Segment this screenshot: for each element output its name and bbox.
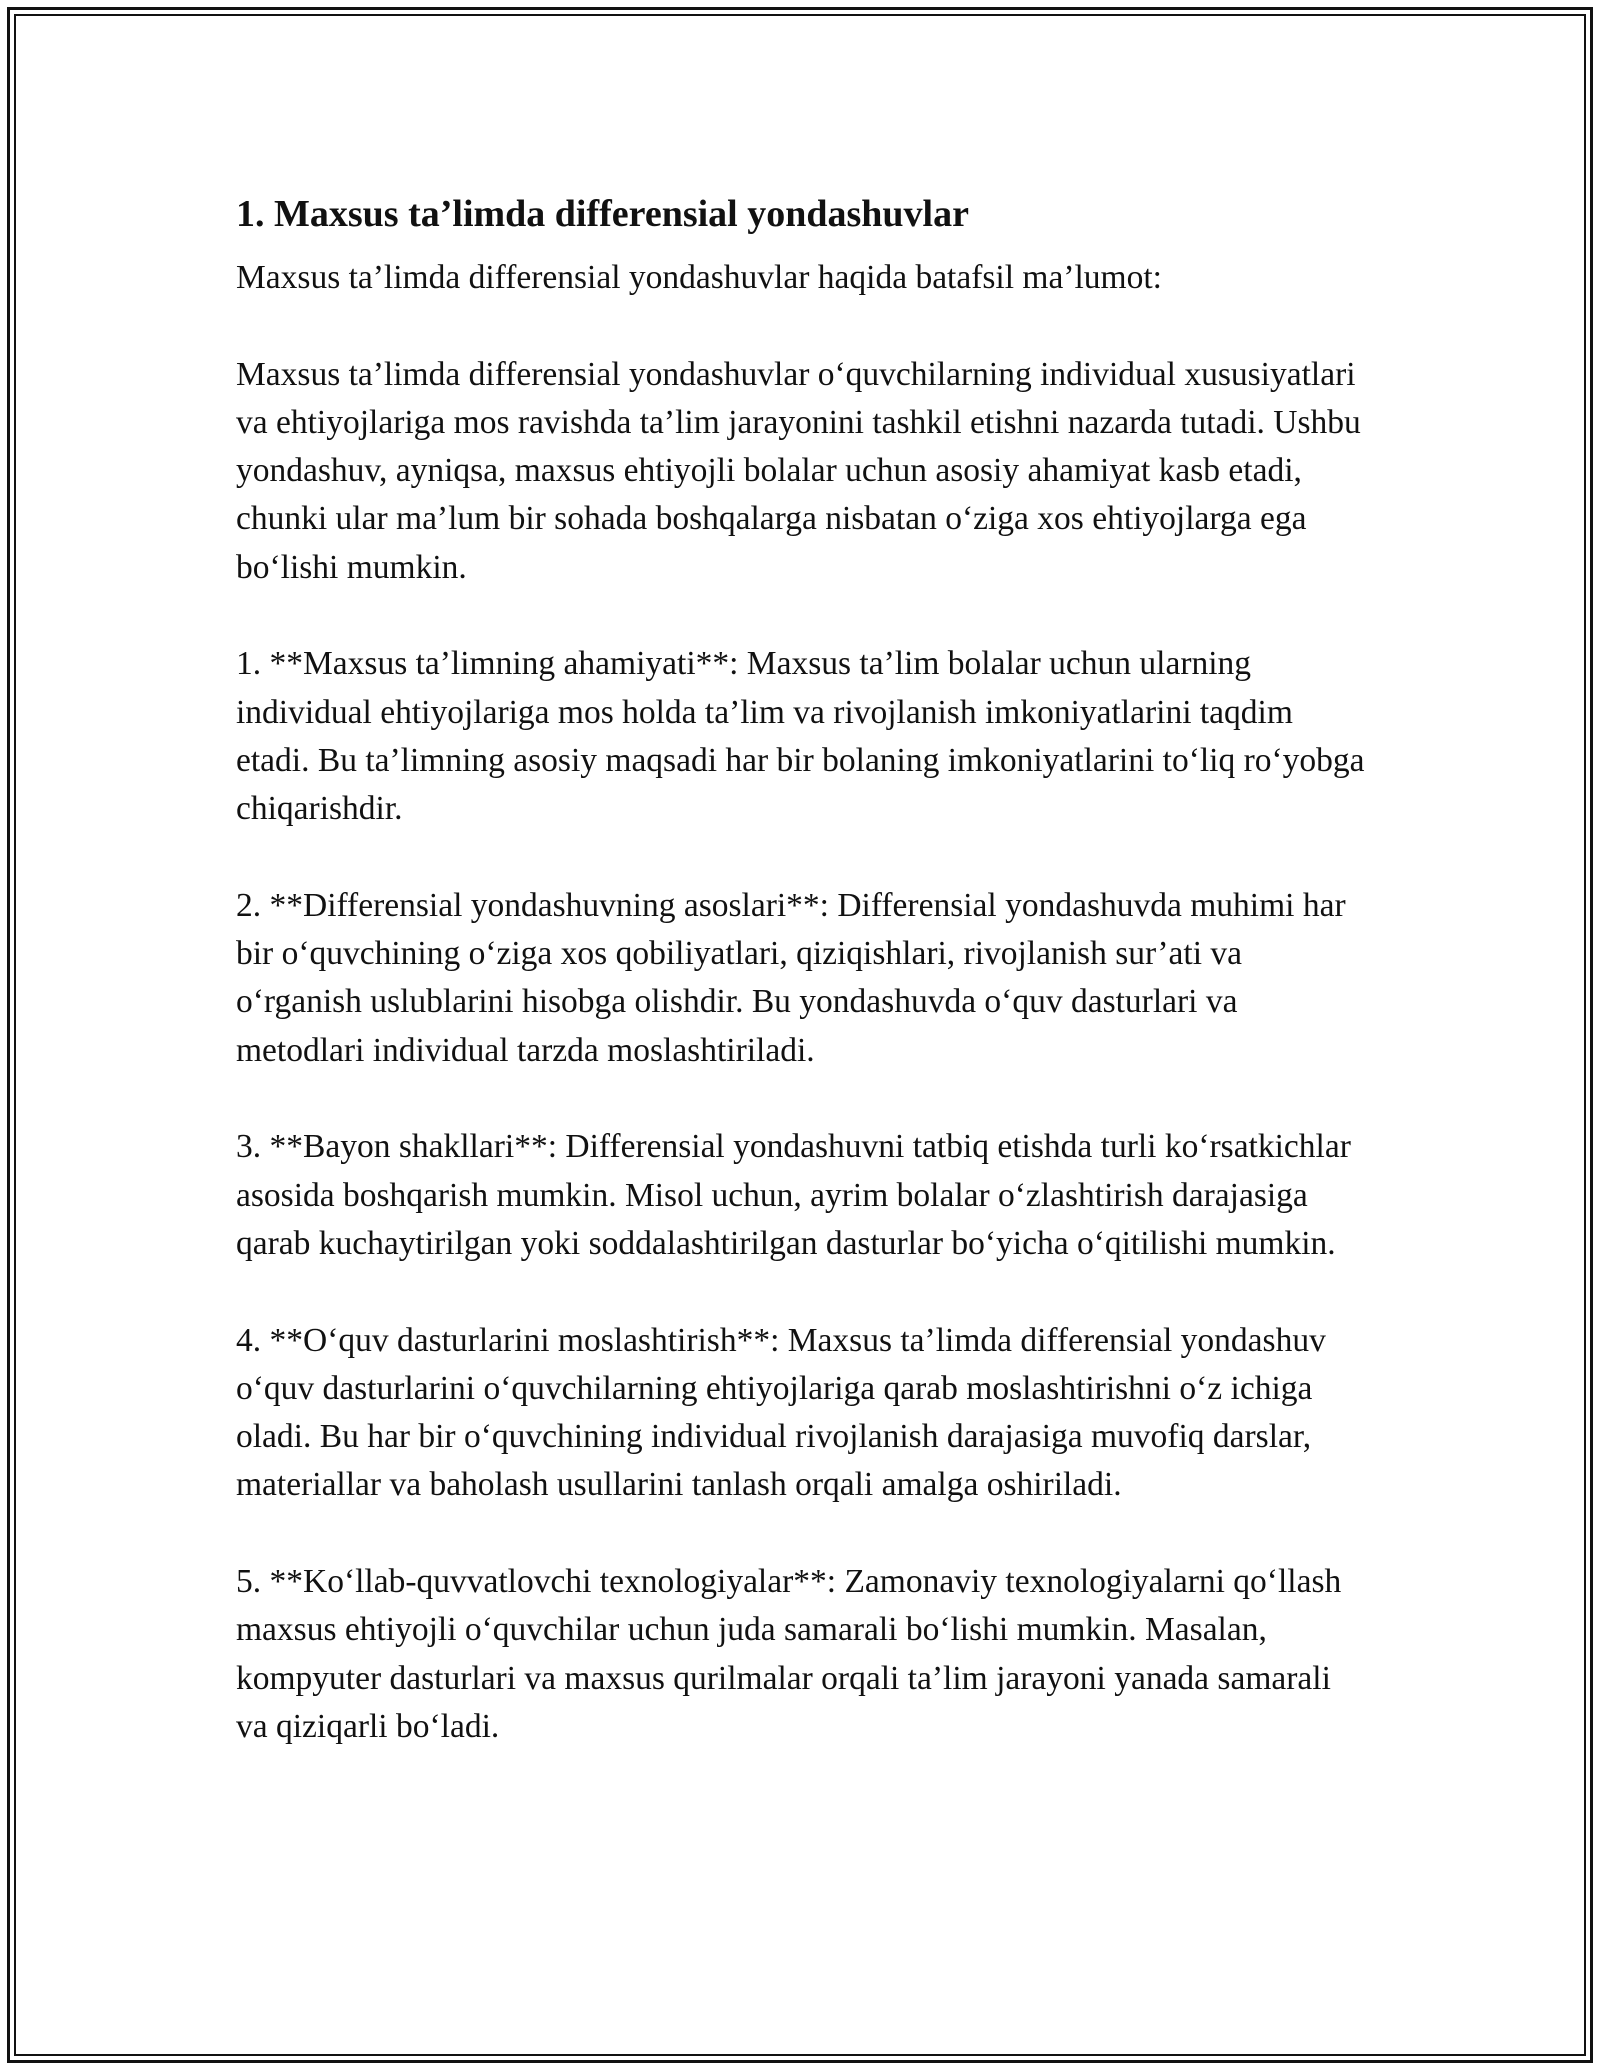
point-2-paragraph: 2. **Differensial yondashuvning asoslari**: Differensial yondashuvda muhimi har bir o‘quvchining o‘ziga xos qobiliyatlari, qiziqishlari, rivojlanish sur’ati va o‘rganish uslublarini hisobga olishdir. Bu yondashuvda o‘quv dasturlari va metodlari individual tarzda moslashtiriladi. [236, 886, 1346, 1069]
document-body [236, 186, 1366, 1751]
overview-paragraph: Maxsus ta’limda differensial yondashuvlar o‘quvchilarning individual xususiyatlari va ehtiyojlariga mos ravishda ta’lim jarayonini tashkil etishni nazarda tutadi. Ushbu yondashuv, ayniqsa, maxsus ehtiyojli bolalar uchun asosiy ahamiyat kasb etadi, chunki ular ma’lum bir sohada boshqalarga nisbatan o‘ziga xos ehtiyojlarga ega bo‘lishi mumkin. [236, 355, 1361, 586]
point-1-paragraph: 1. **Maxsus ta’limning ahamiyati**: Maxsus ta’lim bolalar uchun ularning individual ehtiyojlariga mos holda ta’lim va rivojlanish imkoniyatlarini taqdim etadi. Bu ta’limning asosiy maqsadi har bir bolaning imkoniyatlarini to‘liq ro‘yobga chiqarishdir. [236, 645, 1365, 828]
section-heading: 1. Maxsus ta’limda differensial yondashuvlar [236, 193, 969, 235]
intro-paragraph: Maxsus ta’limda differensial yondashuvlar haqida batafsil ma’lumot: [236, 259, 1162, 296]
point-3-paragraph: 3. **Bayon shakllari**: Differensial yondashuvni tatbiq etishda turli ko‘rsatkichlar asosida boshqarish mumkin. Misol uchun, ayrim bolalar o‘zlashtirish darajasiga qarab kuchaytirilgan yoki soddalashtirilgan dasturlar bo‘yicha o‘qitilishi mumkin. [236, 1128, 1351, 1262]
point-4-paragraph: 4. **O‘quv dasturlarini moslashtirish**: Maxsus ta’limda differensial yondashuv o‘quv dasturlarini o‘quvchilarning ehtiyojlariga qarab moslashtirishni o‘z ichiga oladi. Bu har bir o‘quvchining individual rivojlanish darajasiga muvofiq darslar, materiallar va baholash usullarini tanlash orqali amalga oshiriladi. [236, 1321, 1326, 1504]
point-5-paragraph: 5. **Ko‘llab-quvvatlovchi texnologiyalar**: Zamonaviy texnologiyalarni qo‘llash maxsus ehtiyojli o‘quvchilar uchun juda samarali bo‘lishi mumkin. Masalan, kompyuter dasturlari va maxsus qurilmalar orqali ta’lim jarayoni yanada samarali va qiziqarli bo‘ladi. [236, 1563, 1342, 1745]
